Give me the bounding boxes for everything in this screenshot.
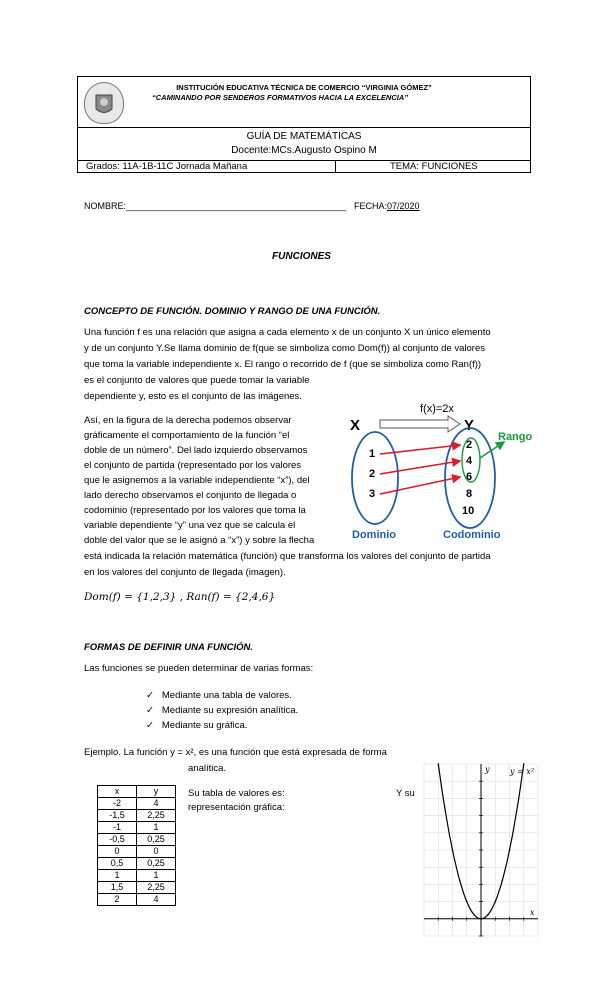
data-point xyxy=(459,879,461,881)
data-point xyxy=(437,763,439,765)
table-cell: 2,25 xyxy=(137,882,176,894)
date-line xyxy=(354,201,420,211)
codomain-value: 8 xyxy=(466,488,473,500)
paragraph-line: y de un conjunto Y.Se llama dominio de f(que se simboliza como Dom(f)) al conjunto de valores xyxy=(84,343,485,354)
page-title: FUNCIONES xyxy=(272,251,331,262)
codomain-label: Codominio xyxy=(443,529,501,541)
data-point xyxy=(473,914,475,916)
section2-heading: FORMAS DE DEFINIR UNA FUNCIÓN. xyxy=(84,642,254,653)
table-cell: 1,5 xyxy=(98,882,137,894)
data-point xyxy=(487,914,489,916)
paragraph-line: Una función f es una relación que asigna a cada elemento x de un conjunto X un único elemento xyxy=(84,327,491,338)
data-point xyxy=(509,849,511,851)
table-note: Su tabla de valores es: xyxy=(188,788,285,799)
set-x-label: X xyxy=(350,417,361,434)
paragraph-line: codominio (representado por los valores que toma la xyxy=(84,505,306,516)
list-item: ✓ Mediante su gráfica. xyxy=(146,720,248,731)
section1-heading: CONCEPTO DE FUNCIÓN. DOMINIO Y RANGO DE UNA FUNCIÓN. xyxy=(84,306,381,317)
data-point xyxy=(480,918,482,920)
table-row xyxy=(98,798,176,810)
table-header-cell: y xyxy=(137,786,176,798)
table-header-cell: x xyxy=(98,786,137,798)
table-cell: 1 xyxy=(137,822,176,834)
paragraph-line: que toma la variable independiente x. El rango o recorrido de f (que se simboliza como Ran(f)) xyxy=(84,359,482,370)
table-cell: 0 xyxy=(98,846,137,858)
header-guide-row xyxy=(78,127,530,161)
table-cell: -0,5 xyxy=(98,834,137,846)
mapping-arrow xyxy=(380,416,460,432)
paragraph-line: dependiente y, esto es el conjunto de las imágenes. xyxy=(84,391,302,402)
paragraph-line: lado derecho observamos el conjunto de llegada o xyxy=(84,490,297,501)
paragraph-line: es el conjunto de valores que puede tomar la variable xyxy=(84,375,310,386)
table-cell: 4 xyxy=(137,798,176,810)
graph-note: Y su xyxy=(396,788,415,799)
list-item: ✓ Mediante una tabla de valores. xyxy=(146,690,292,701)
table-cell: -1,5 xyxy=(98,810,137,822)
codomain-value: 6 xyxy=(466,471,473,483)
topic-label: TEMA: FUNCIONES xyxy=(390,161,478,172)
table-cell: 2,25 xyxy=(137,810,176,822)
paragraph-line: gráficamente el comportamiento de la función “el xyxy=(84,430,290,441)
table-row xyxy=(98,822,176,834)
institution-motto: “CAMINANDO POR SENDEROS FORMATIVOS HACIA LA EXCELENCIA” xyxy=(152,93,408,102)
teacher-name: Docente:MCs.Augusto Ospino M xyxy=(231,145,377,156)
data-point xyxy=(452,849,454,851)
parabola-graph xyxy=(420,760,542,942)
table-row xyxy=(98,882,176,894)
example-line: Ejemplo. La función y = x², es una función que está expresada de forma xyxy=(84,747,387,758)
section2-intro: Las funciones se pueden determinar de varias formas: xyxy=(84,663,314,674)
curve-label: y = x² xyxy=(510,767,535,776)
student-name-line: NOMBRE:____________________________________________ xyxy=(84,201,347,211)
header-institution-row xyxy=(78,77,530,128)
example-line: analítica. xyxy=(188,763,227,774)
paragraph-line: está indicada la relación matemática (función) que transforma los valores del conjunto de partida xyxy=(84,551,491,562)
table-cell: 1 xyxy=(137,870,176,882)
values-table xyxy=(97,785,176,906)
set-y-label: Y xyxy=(464,417,475,434)
table-cell: -2 xyxy=(98,798,137,810)
domain-value: 1 xyxy=(369,448,376,460)
grades-label: Grados: 11A-1B-11C Jornada Mañana xyxy=(86,161,248,172)
paragraph-line: doble del valor que se le asignó a “x”) y sobre la flecha xyxy=(84,535,315,546)
x-axis-label: x xyxy=(530,907,535,917)
table-row xyxy=(98,870,176,882)
paragraph-figure-explanation xyxy=(84,413,329,548)
table-cell: 2 xyxy=(98,894,137,906)
mapping-line xyxy=(380,461,460,474)
y-axis-label: y xyxy=(485,765,490,774)
range-label: Rango xyxy=(498,431,533,443)
date-value: 07/2020 xyxy=(387,201,420,211)
table-header-row xyxy=(98,786,176,798)
list-item: ✓ Mediante su expresión analítica. xyxy=(146,705,299,716)
domain-label: Dominio xyxy=(352,529,396,541)
table-cell: 0,25 xyxy=(137,858,176,870)
table-row xyxy=(98,894,176,906)
table-cell: -1 xyxy=(98,822,137,834)
domain-value: 3 xyxy=(369,488,376,500)
data-point xyxy=(516,811,518,813)
data-point xyxy=(445,811,447,813)
header-info-row xyxy=(78,161,530,173)
table-cell: 0,5 xyxy=(98,858,137,870)
graph-note: representación gráfica: xyxy=(188,802,285,813)
paragraph-line: en los valores del conjunto de llegada (imagen). xyxy=(84,567,286,578)
table-row xyxy=(98,858,176,870)
paragraph-line: variable dependiente “y” una vez que se calcula el xyxy=(84,520,296,531)
table-row xyxy=(98,846,176,858)
function-diagram xyxy=(340,398,540,543)
date-label: FECHA: xyxy=(354,201,388,211)
mapping-line xyxy=(380,477,460,494)
domain-range-formula: Dom(f) = {1,2,3} , Ran(f) = {2,4,6} xyxy=(84,591,276,603)
table-row xyxy=(98,834,176,846)
data-point xyxy=(502,879,504,881)
data-point xyxy=(466,901,468,903)
data-point xyxy=(523,763,525,765)
codomain-value: 2 xyxy=(466,439,473,451)
table-cell: 1 xyxy=(98,870,137,882)
codomain-value: 4 xyxy=(466,455,473,467)
paragraph-line: que le asignemos a la variable independiente “x”), del xyxy=(84,475,310,486)
paragraph-line: doble de un número”. Del lado izquierdo observamos xyxy=(84,445,308,456)
table-cell: 4 xyxy=(137,894,176,906)
header-box xyxy=(77,76,531,173)
domain-value: 2 xyxy=(369,468,376,480)
table-cell: 0,25 xyxy=(137,834,176,846)
data-point xyxy=(494,901,496,903)
header-divider xyxy=(335,161,336,173)
function-formula-label: f(x)=2x xyxy=(420,403,454,415)
codomain-value: 10 xyxy=(462,505,475,517)
paragraph-line: Así, en la figura de la derecha podemos observar xyxy=(84,415,292,426)
institution-name: INSTITUCIÓN EDUCATIVA TÉCNICA DE COMERCIO “VIRGINIA GÓMEZ” xyxy=(176,83,432,92)
guide-title: GUÍA DE MATEMÁTICAS xyxy=(246,131,362,142)
paragraph-line: el conjunto de partida (representado por los valores xyxy=(84,460,302,471)
table-row xyxy=(98,810,176,822)
table-cell: 0 xyxy=(137,846,176,858)
